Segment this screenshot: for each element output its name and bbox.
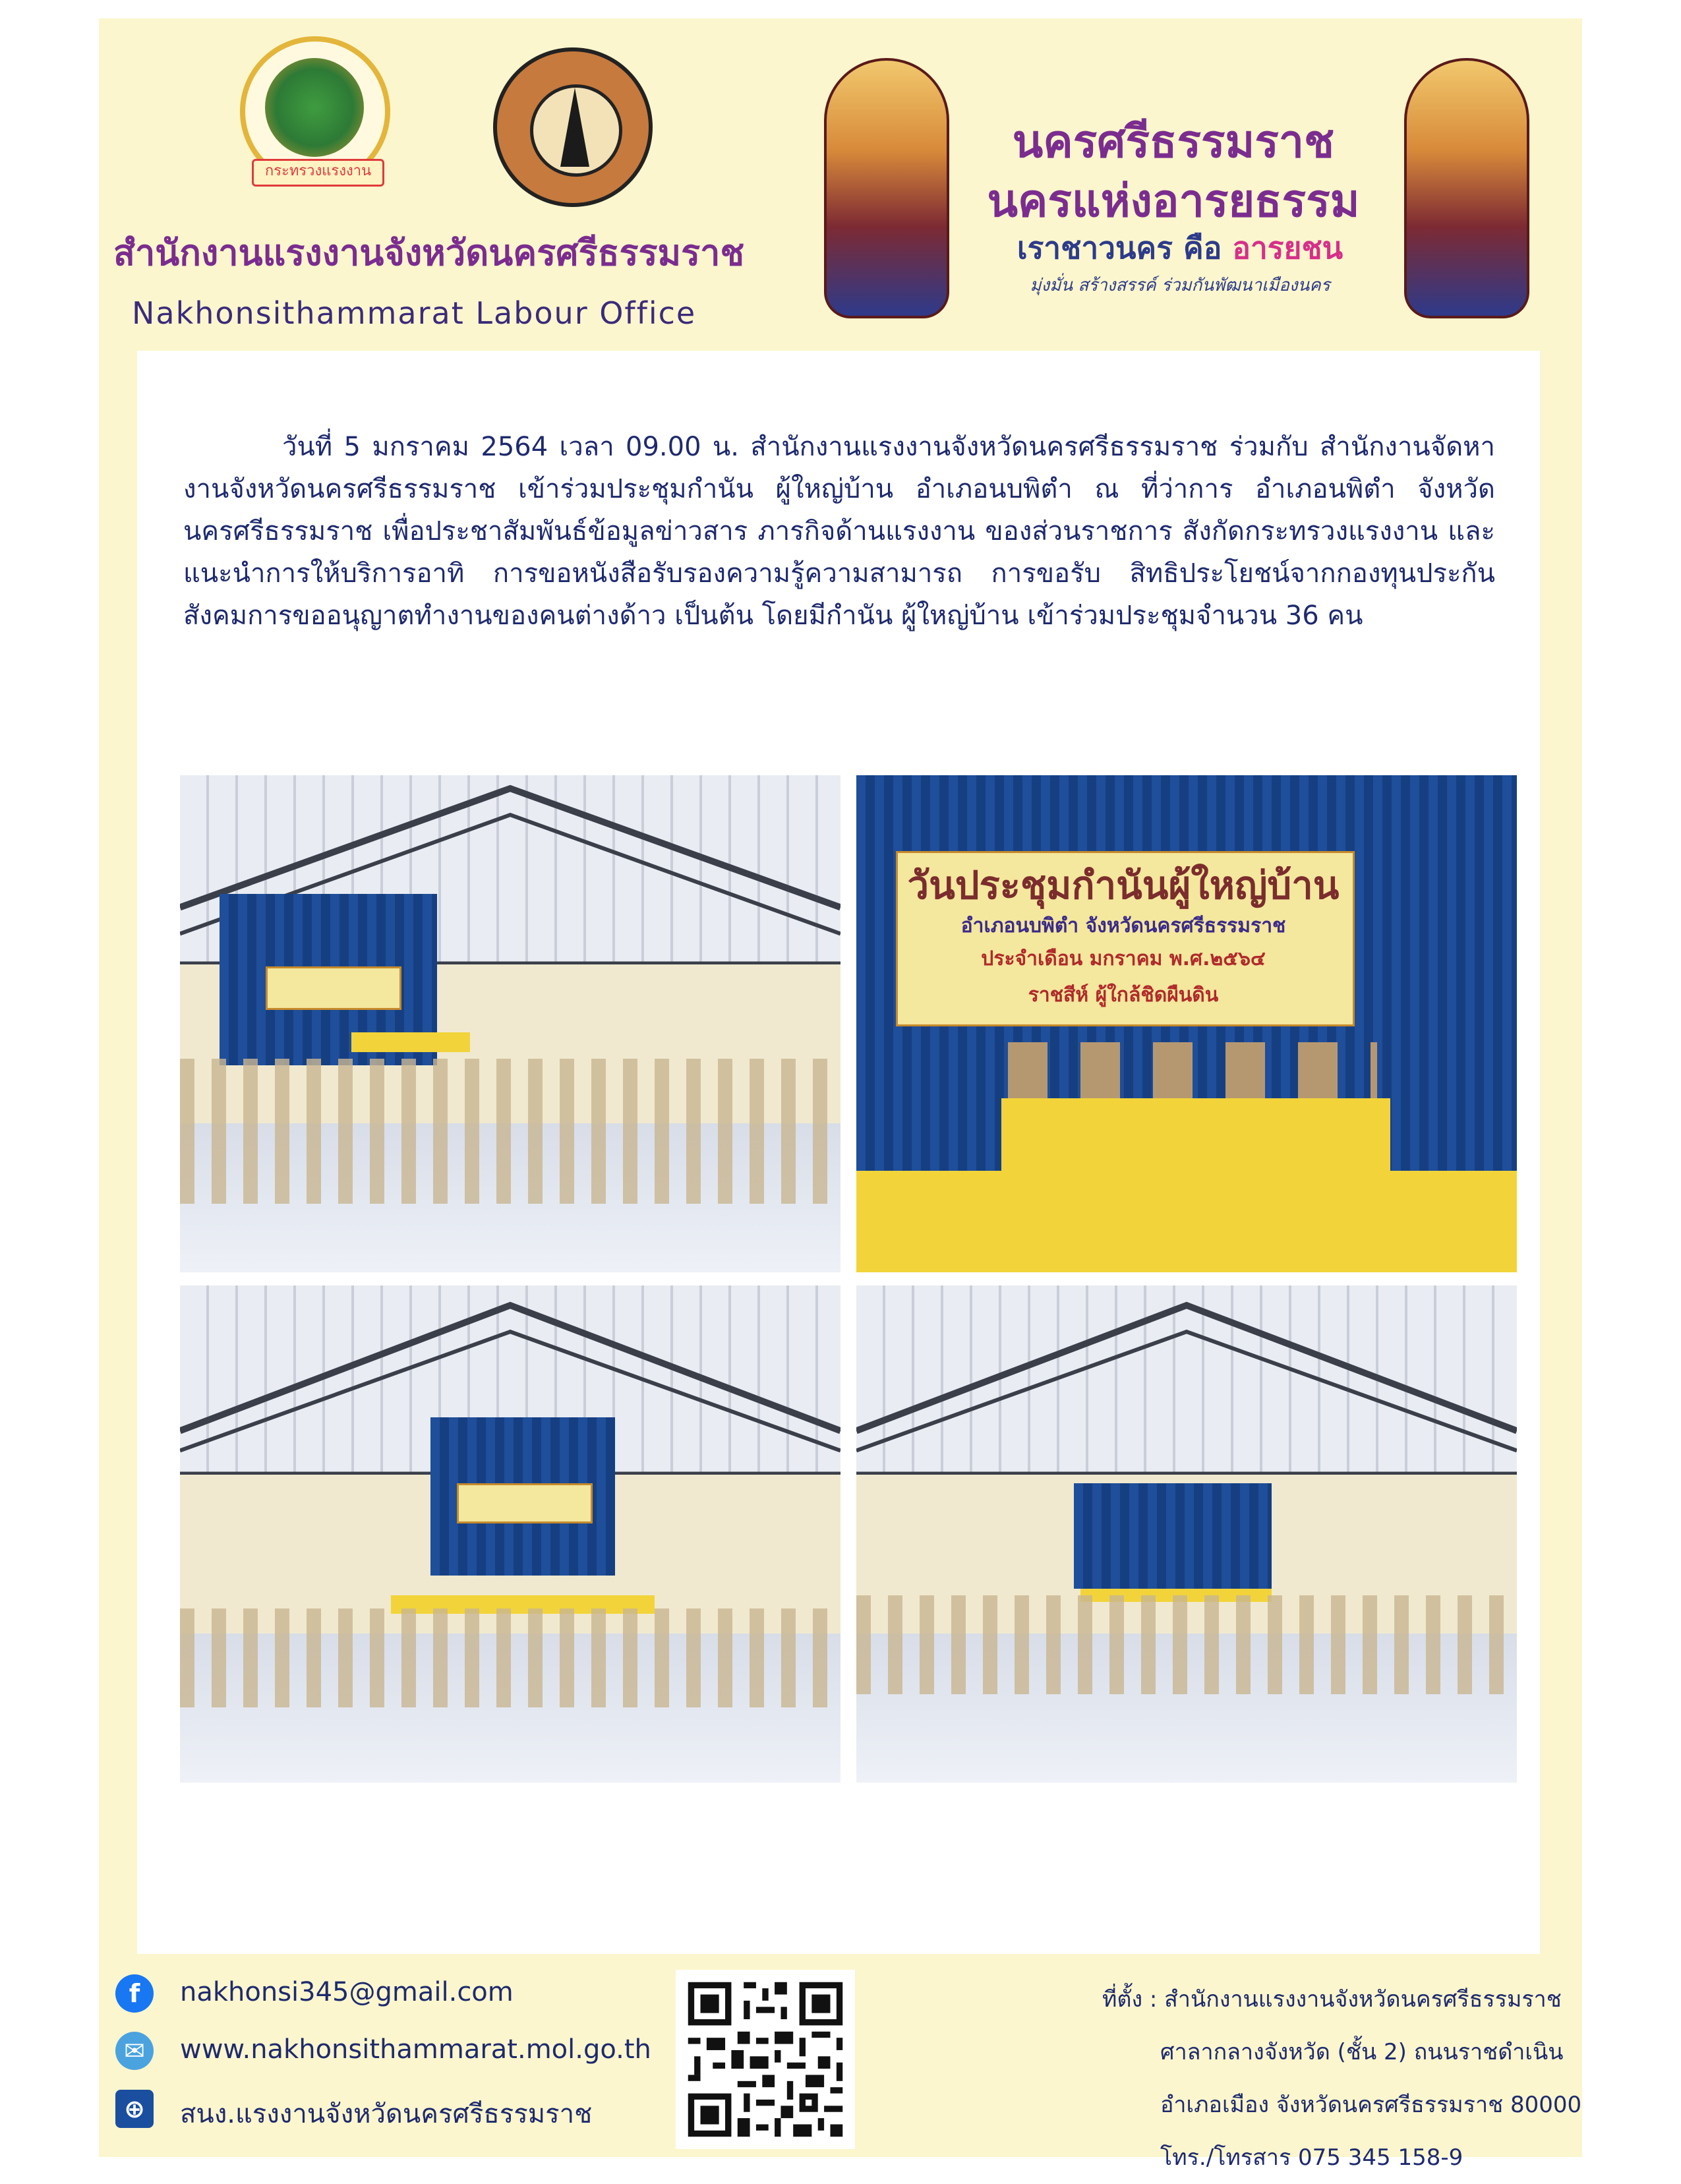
contact-email-text[interactable]: nakhonsi345@gmail.com [180, 1977, 514, 2007]
shadow-puppet-right-illustration [1404, 58, 1529, 318]
shadow-puppet-left-illustration [824, 58, 949, 318]
slogan-city-name: นครศรีธรรมราช [1012, 116, 1335, 168]
office-address [1102, 1973, 1582, 2184]
meeting-photo-stage [856, 775, 1517, 1272]
address-line-3: อำเภอเมือง จังหวัดนครศรีธรรมราช 80000 [1160, 2092, 1582, 2118]
article-text: วันที่ 5 มกราคม 2564 เวลา 09.00 น. สำนักงานแรงงานจังหวัดนครศรีธรรมราช ร่วมกับ สำนักงานจัดหางานจังหวัดนครศรีธรรมราช เข้าร่วมประชุมกำนัน ผู้ใหญ่บ้าน อำเภอนบพิตำ ณ ที่ว่าการ อำเภอนพิตำ จังหวัดนครศรีธรรมราช เพื่อประชาสัมพันธ์ข้อมูลข่าวสาร ภารกิจด้านแรงงาน ของส่วนราชการ สังกัดกระทรวงแรงงาน และแนะนำการให้บริการอาทิ การขอหนังสือรับรองความรู้ความสามารถ การขอรับ สิทธิประโยชน์จากกองทุนประกันสังคมการขออนุญาตทำงานของคนต่างด้าว เป็นต้น โดยมีกำนัน ผู้ใหญ่บ้าน เข้าร่วมประชุมจำนวน 36 คน [183, 432, 1495, 631]
seal-emblem [265, 58, 364, 157]
address-label: ที่ตั้ง : สำนักงานแรงงานจังหวัดนครศรีธรรมราช [1102, 1986, 1562, 2013]
ministry-of-labour-seal [240, 36, 390, 187]
seal-ribbon-text: กระทรวงแรงงาน [252, 159, 384, 187]
globe-icon: ⊕ [115, 2090, 154, 2128]
slogan-people-highlight: อารยชน [1232, 230, 1343, 266]
meeting-photo-hall-wide-2 [856, 1285, 1517, 1783]
meeting-photo-hall-wide [180, 1285, 840, 1783]
address-phone: โทร./โทรสาร 075 345 158-9 [1160, 2144, 1463, 2171]
facebook-icon: f [115, 1974, 154, 2013]
office-name-thai: สำนักงานแรงงานจังหวัดนครศรีธรรมราช [113, 232, 745, 274]
address-line-2: ศาลากลางจังหวัด (ชั้น 2) ถนนราชดำเนิน [1160, 2039, 1564, 2065]
banner-motto: ราชสีห์ ผู้ใกล้ชิดผืนดิน [1028, 984, 1219, 1007]
slogan-people [995, 224, 1365, 272]
slogan-civilization: นครแห่งอารยธรรม [987, 175, 1360, 227]
mail-icon: ✉ [115, 2032, 154, 2070]
article-paragraph [183, 426, 1495, 637]
slogan-people-prefix: เราชาวนคร คือ [1017, 230, 1233, 266]
slogan-tagline: มุ่งมั่น สร้างสรรค์ ร่วมกันพัฒนาเมืองนคร [1030, 276, 1330, 295]
banner-title: วันประชุมกำนันผู้ใหญ่บ้าน [907, 863, 1340, 908]
stupa-icon [560, 88, 589, 167]
banner-subtitle: อำเภอนบพิตำ จังหวัดนครศรีธรรมราช [960, 914, 1286, 937]
contact-page-text[interactable]: สนง.แรงงานจังหวัดนครศรีธรรมราช [180, 2099, 593, 2129]
contact-website-text[interactable]: www.nakhonsithammarat.mol.go.th [180, 2034, 651, 2065]
meeting-photo-audience [180, 775, 840, 1272]
office-name-english: Nakhonsithammarat Labour Office [132, 295, 697, 331]
banner-month: ประจำเดือน มกราคม พ.ศ.๒๕๖๔ [981, 947, 1266, 970]
province-seal [493, 47, 653, 207]
qr-code[interactable] [676, 1970, 855, 2149]
